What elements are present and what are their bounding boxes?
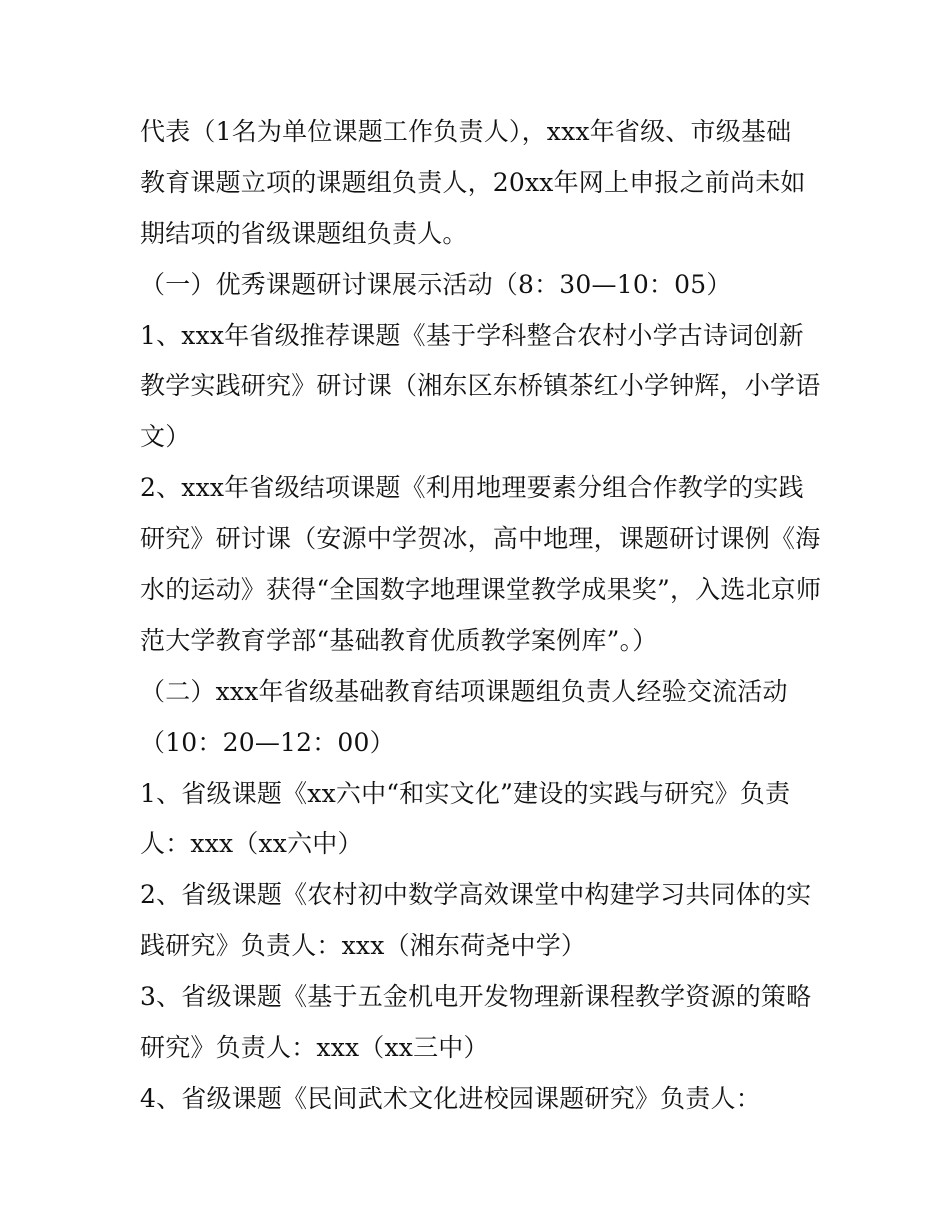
text-line: 范大学教育学部“基础教育优质教学案例库”。） [140, 625, 658, 655]
text-line: 4、省级课题《民间武术文化进校园课题研究》负责人： [140, 1083, 761, 1113]
text-line: 教学实践研究》研讨课（湘东区东桥镇茶红小学钟辉，小学语 [140, 371, 821, 401]
text-line: 文） [140, 422, 191, 452]
text-line: 2、xxx年省级结项课题《利用地理要素分组合作教学的实践 [140, 473, 804, 503]
document-body [140, 107, 830, 1125]
text-line: 研究》负责人：xxx（xx三中） [140, 1033, 489, 1063]
text-line: 期结项的省级课题组负责人。 [140, 218, 468, 248]
text-line: 教育课题立项的课题组负责人，20xx年网上申报之前尚未如 [140, 167, 806, 197]
text-line: 3、省级课题《基于五金机电开发物理新课程教学资源的策略 [140, 982, 812, 1012]
section-heading-2: （二）xxx年省级基础教育结项课题组负责人经验交流活动 [140, 676, 788, 706]
text-line: 代表（1名为单位课题工作负责人），xxx年省级、市级基础 [140, 117, 792, 146]
text-line: 研究》研讨课（安源中学贺冰，高中地理，课题研讨课例《海 [140, 524, 821, 554]
section-heading-1: （一）优秀课题研讨课展示活动（8：30—10：05） [140, 269, 732, 299]
text-line: 践研究》负责人：xxx（湘东荷尧中学） [140, 931, 587, 961]
text-line: （10：20—12：00） [140, 727, 395, 757]
text-line: 1、省级课题《xx六中“和实文化”建设的实践与研究》负责 [140, 778, 791, 808]
text-line: 1、xxx年省级推荐课题《基于学科整合农村小学古诗词创新 [140, 320, 804, 350]
text-line: 水的运动》获得“全国数字地理课堂教学成果奖”，入选北京师 [140, 575, 822, 605]
text-line: 人：xxx（xx六中） [140, 829, 363, 859]
text-line: 2、省级课题《农村初中数学高效课堂中构建学习共同体的实 [140, 880, 812, 910]
